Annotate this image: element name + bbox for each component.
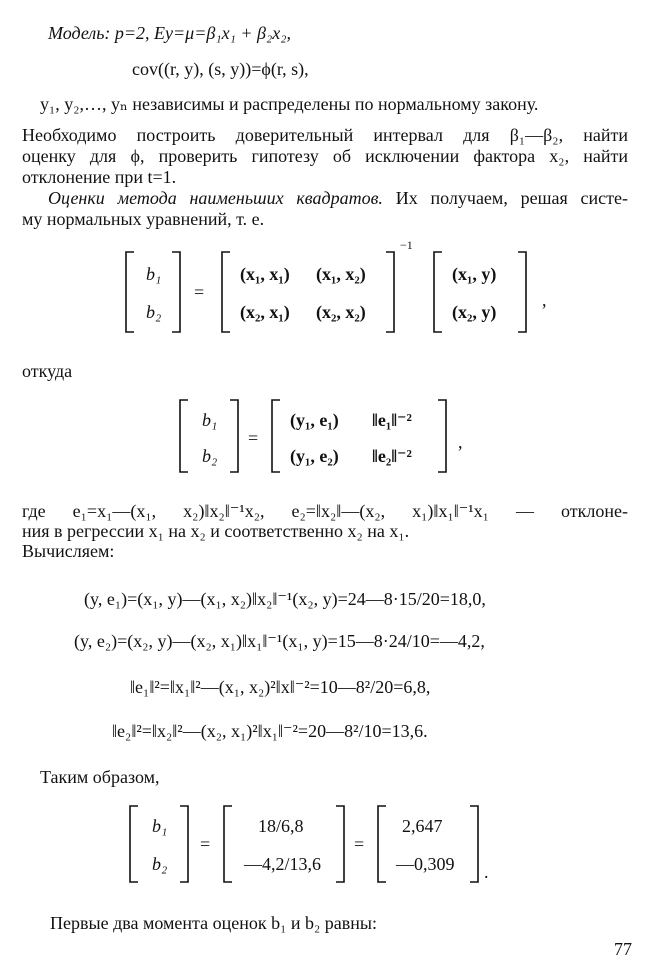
trailing-period: . [484,862,489,882]
matrix-cell: (x₁, x₁) [240,264,290,284]
where-line-2: ния в регрессии x₁ на x₂ и соответственно x₂ на x₁. [22,521,410,541]
bracket-right [170,252,184,332]
equals-sign: = [200,834,211,854]
task-line-1: Необходимо построить доверительный интервал для β₁—β₂, найти [22,125,628,145]
ols-heading: Оценки метода наименьших квадратов. [48,188,383,208]
matrix-cell: (x₂, y) [452,302,497,322]
bracket-left [220,252,234,332]
ols-line-1 [48,187,628,209]
matrix-cell: b₁ [202,410,218,430]
matrix-cell: (x₂, x₁) [240,302,290,322]
ols-line-1-rest: Их получаем, решая систе- [382,188,628,208]
moments-line: Первые два момента оценок b₁ и b₂ равны: [50,913,378,933]
bracket-right [436,400,450,472]
bracket-left [270,400,284,472]
bracket-left [124,252,138,332]
matrix-cell: (x₁, x₂) [316,264,366,284]
task-line-3: отклонение при t=1. [22,167,177,187]
trailing-comma: , [458,432,463,452]
page-number: 77 [614,939,632,959]
bracket-left [128,806,142,882]
bracket-left [376,806,390,882]
bracket-right [468,806,482,882]
matrix-cell: (x₂, x₂) [316,302,366,322]
equals-sign: = [194,282,205,302]
matrix-cell: (x₁, y) [452,264,497,284]
bracket-right [228,400,242,472]
bracket-right [178,806,192,882]
equals-sign: = [354,834,365,854]
covariance-line: cov((r, y), (s, y))=ϕ(r, s), [132,59,309,79]
matrix-cell: ‖e₂‖⁻² [372,446,412,466]
where-line-1: где e₁=x₁—(x₁, x₂)‖x₂‖⁻¹x₂, e₂=‖x₂‖—(x₂, x₁)‖x₁‖⁻¹x₁ — отклоне- [22,501,628,521]
bracket-right [384,252,398,332]
matrix-cell: b₁ [152,816,168,836]
matrix-cell: —4,2/13,6 [244,854,322,874]
calc-equation-2: (y, e₂)=(x₂, y)—(x₂, x₁)‖x₁‖⁻¹(x₁, y)=15—8·24/10=—4,2, [74,631,485,651]
matrix-cell: b₂ [202,446,218,466]
trailing-comma: , [542,290,547,310]
bracket-right [334,806,348,882]
matrix-cell: 2,647 [402,816,443,836]
calc-equation-3: ‖e₁‖²=‖x₁‖²—(x₁, x₂)²‖x‖⁻²=10—8²/20=6,8, [130,677,431,697]
matrix-cell: (y₁, e₂) [290,446,339,466]
matrix-cell: 18/6,8 [258,816,304,836]
inverse-exponent: −1 [400,238,413,252]
matrix-cell: b₂ [152,854,168,874]
matrix-cell: b₂ [146,302,162,322]
equals-sign: = [248,428,259,448]
task-line-2: оценку для ϕ, проверить гипотезу об исключении фактора x₂, найти [22,146,628,166]
bracket-right [516,252,530,332]
model-line: Модель: p=2, Ey=μ=β₁x₁ + β₂x₂, [48,23,291,43]
calc-equation-4: ‖e₂‖²=‖x₂‖²—(x₂, x₁)²‖x₁‖⁻²=20—8²/10=13,6. [112,721,428,741]
bracket-left [222,806,236,882]
matrix-cell: —0,309 [396,854,455,874]
bracket-left [178,400,192,472]
otkuda-text: откуда [22,361,73,381]
calc-equation-1: (y, e₁)=(x₁, y)—(x₁, x₂)‖x₂‖⁻¹(x₂, y)=24—8·15/20=18,0, [84,589,486,609]
ols-line-2: му нормальных уравнений, т. е. [22,209,265,229]
matrix-cell: (y₁, e₁) [290,410,339,430]
independence-line: y₁, y₂,…, yₙ независимы и распределены по нормальному закону. [40,94,539,114]
matrix-cell: ‖e₁‖⁻² [372,410,412,430]
thus-text: Таким образом, [40,767,160,787]
matrix-cell: b₁ [146,264,162,284]
where-line-3: Вычисляем: [22,541,115,561]
bracket-left [432,252,446,332]
